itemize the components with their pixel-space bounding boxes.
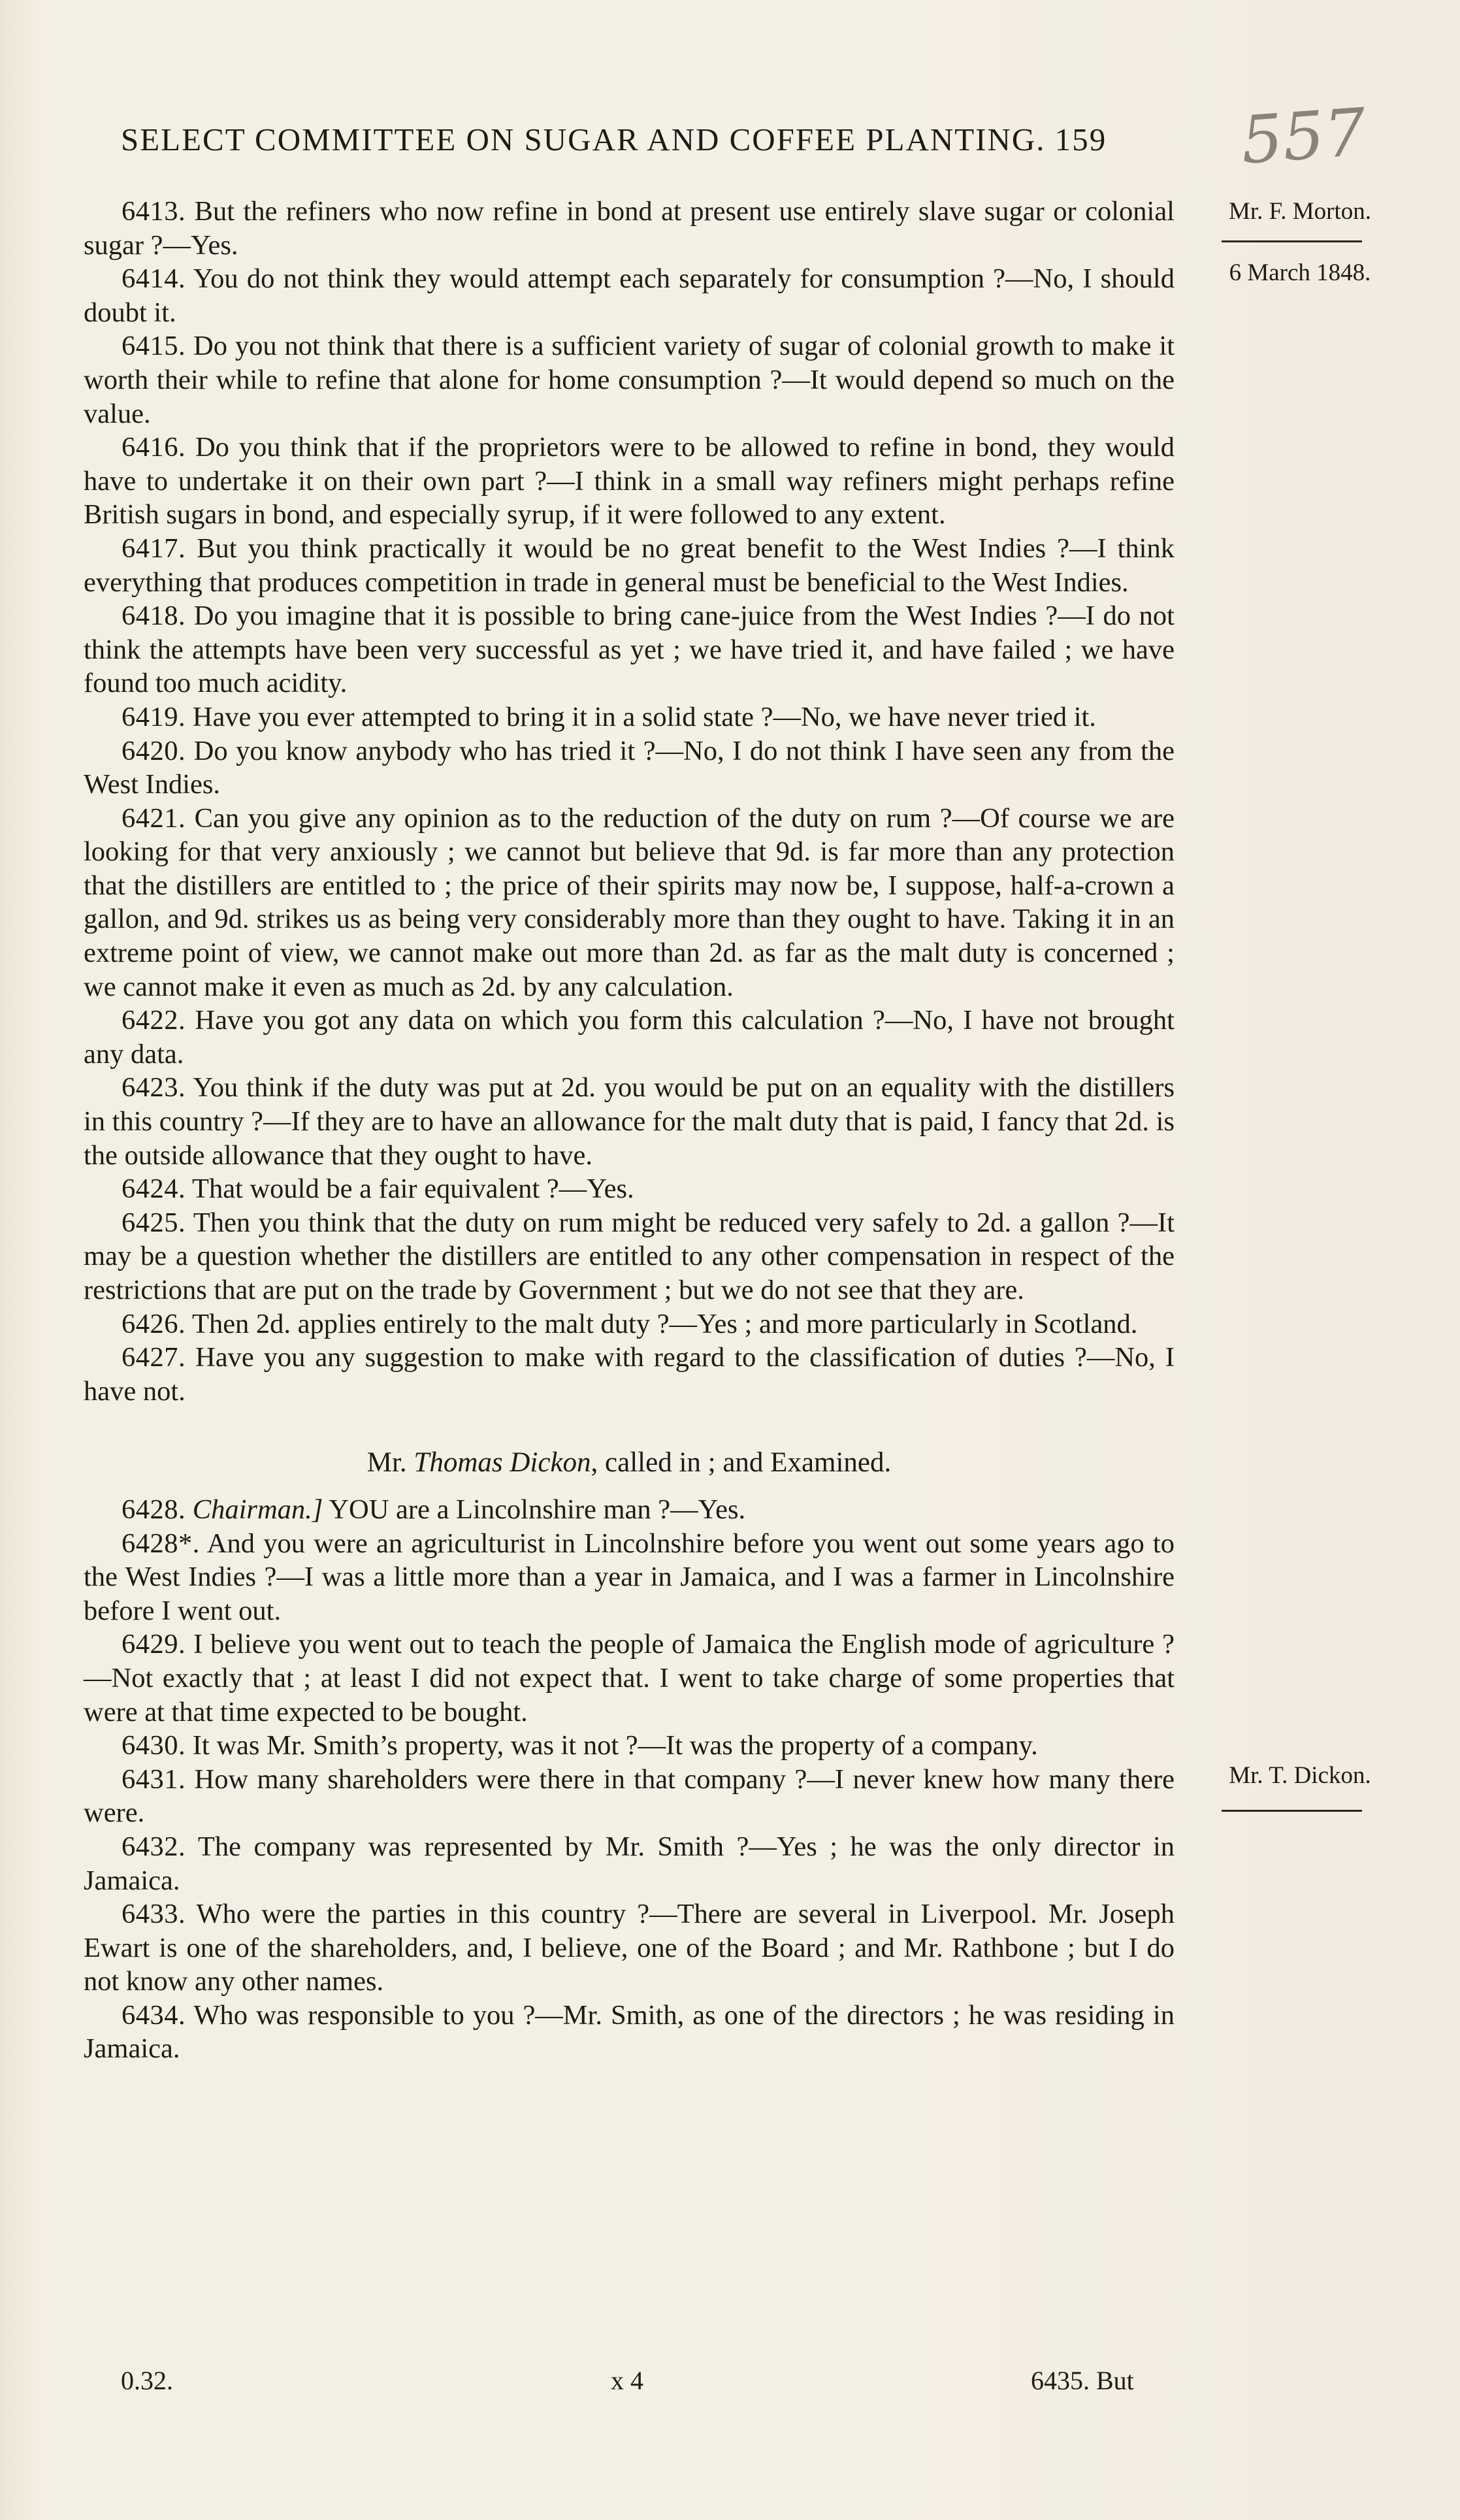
question-number: 6421. (122, 802, 186, 834)
witness-morton-label: Mr. F. Morton. (1228, 198, 1372, 225)
question-text: You do not think they would attempt each separately for consumption ?—No, I should doubt it. (84, 263, 1175, 328)
question-text: Who were the parties in this country ?—There are several in Liverpool. Mr. Joseph Ewart is one of the shareholders, and, I believe, one of the Board ; and Mr. Rathbone ; but I do not know any other names. (84, 1899, 1175, 1997)
question-paragraph (84, 1206, 1175, 1307)
question-paragraph (84, 734, 1175, 802)
question-text: It was Mr. Smith’s property, was it not ?—It was the property of a company. (186, 1730, 1038, 1761)
page-number: 159 (1054, 122, 1107, 157)
question-text: You think if the duty was put at 2d. you would be put on an equality with the distillers in this country ?—If they are to have an allowance for the malt duty that is paid, I fancy that 2d. is the outside allowance that they ought to have. (84, 1072, 1175, 1171)
question-paragraph (84, 532, 1175, 599)
question-text: Do you not think that there is a sufficient variety of sugar of colonial growth to make it worth their while to refine that alone for home consumption ?—It would depend so much on the value. (84, 331, 1175, 429)
question-text: And you were an agriculturist in Lincolnshire before you went out some years ago to the West Indies ?—I was a little more than a year in Jamaica, and I was a farmer in Lincolnshire before I went out. (84, 1528, 1175, 1626)
question-paragraph (84, 1729, 1175, 1763)
question-paragraph (84, 1897, 1175, 1999)
question-number: 6428*. (122, 1528, 200, 1559)
question-text: Then 2d. applies entirely to the malt duty ?—Yes ; and more particularly in Scotland. (186, 1308, 1138, 1339)
footer-catchword: 6435. But (1031, 2366, 1134, 2395)
question-number: 6425. (122, 1207, 186, 1238)
question-text: Who was responsible to you ?—Mr. Smith, as one of the directors ; he was residing in Jamaica. (84, 1999, 1175, 2065)
margin-witness-morton (1212, 197, 1388, 225)
evidence-body (84, 195, 1175, 2066)
question-number: 6415. (122, 331, 186, 362)
question-paragraph (84, 1071, 1175, 1172)
questions-part-1 (84, 195, 1175, 1408)
question-text: Do you know anybody who has tried it ?—No, I do not think I have seen any from the West Indies. (84, 735, 1175, 800)
question-number: 6424. (122, 1173, 186, 1205)
question-text: Do you think that if the proprietors were to be allowed to refine in bond, they would have to undertake it on their own part ?—I think in a small way refiners might perhaps refine British sugars in bond, and especially syrup, if it were followed to any extent. (84, 432, 1175, 531)
question-number: 6418. (122, 600, 186, 632)
question-paragraph (84, 1527, 1175, 1628)
question-paragraph (84, 802, 1175, 1004)
question-text: The company was represented by Mr. Smith ?—Yes ; he was the only director in Jamaica. (84, 1831, 1175, 1896)
question-text: But the refiners who now refine in bond at present use entirely slave sugar or colonial sugar ?—Yes. (84, 196, 1175, 261)
section-heading: Mr. Thomas Dickon, called in ; and Examined. (366, 1447, 892, 1479)
question-number: 6433. (122, 1899, 186, 1930)
questions-part-2 (84, 1493, 1175, 2066)
question-text: How many shareholders were there in that company ?—I never knew how many there were. (84, 1763, 1175, 1829)
question-number: 6430. (122, 1730, 186, 1761)
question-text: Have you got any data on which you form this calculation ?—No, I have not brought any data. (84, 1005, 1175, 1070)
margin-rule-2 (1222, 1810, 1362, 1812)
question-text: I believe you went out to teach the people of Jamaica the English mode of agriculture ?—Not exactly that ; at least I did not expect that. I went to take charge of some properties that were at that time expected to be bought. (84, 1629, 1175, 1727)
question-paragraph (84, 1763, 1175, 1830)
question-paragraph (84, 1628, 1175, 1729)
question-number: 6414. (122, 263, 186, 295)
question-paragraph (84, 329, 1175, 431)
question-paragraph (84, 262, 1175, 329)
witness-name: Thomas Dickon (414, 1447, 591, 1479)
question-number: 6434. (122, 1999, 186, 2031)
question-paragraph (84, 1172, 1175, 1206)
question-text: YOU are a Lincolnshire man ?—Yes. (323, 1494, 746, 1525)
question-paragraph (84, 1999, 1175, 2066)
question-text: That would be a fair equivalent ?—Yes. (186, 1173, 634, 1205)
page-header (121, 121, 1179, 158)
question-paragraph (84, 1341, 1175, 1408)
question-number: 6423. (122, 1072, 186, 1104)
question-paragraph (84, 1307, 1175, 1341)
footer-signature-mark: x 4 (611, 2366, 643, 2395)
question-number: 6426. (122, 1308, 186, 1339)
question-text: Have you any suggestion to make with regard to the classification of duties ?—No, I have not. (84, 1342, 1175, 1407)
question-paragraph (84, 1493, 1175, 1527)
question-number: 6420. (122, 735, 186, 766)
question-number: 6422. (122, 1005, 186, 1036)
question-paragraph (84, 431, 1175, 532)
question-number: 6417. (122, 532, 186, 564)
question-text: Can you give any opinion as to the reduction of the duty on rum ?—Of course we are looking for that very anxiously ; we cannot but believe that 9d. is far more than any protection that the distillers are entitled to ; the price of their spirits may now be, I suppose, half-a-crown a gallon, and 9d. strikes us as being very considerably more than they ought to have. Taking it in an extreme point of view, we cannot make out more than 2d. as far as the malt duty is concerned ; we cannot make it even as much as 2d. by any calculation. (84, 802, 1175, 1002)
question-number: 6431. (122, 1763, 186, 1795)
question-text: But you think practically it would be no great benefit to the West Indies ?—I think everything that produces competition in trade in general must be beneficial to the West Indies. (84, 532, 1175, 598)
question-number: 6427. (122, 1342, 186, 1373)
question-text: Do you imagine that it is possible to bring cane-juice from the West Indies ?—I do not think the attempts have been very successful as yet ; we have tried it, and have failed ; we have found too much acidity. (84, 600, 1175, 699)
margin-rule-1 (1222, 240, 1362, 242)
question-paragraph (84, 195, 1175, 262)
question-paragraph (84, 700, 1175, 734)
header-title: SELECT COMMITTEE ON SUGAR AND COFFEE PLANTING. (121, 122, 1046, 157)
speaker-label: Chairman.] (192, 1494, 323, 1525)
footer-sheet-number: 0.32. (121, 2366, 173, 2395)
question-number: 6419. (122, 701, 186, 732)
question-text: Have you ever attempted to bring it in a solid state ?—No, we have never tried it. (186, 701, 1096, 732)
question-number: 6432. (122, 1831, 186, 1862)
question-text: Then you think that the duty on rum might be reduced very safely to 2d. a gallon ?—It may be a question whether the distillers are entitled to any other compensation in respect of the restrictions that are put on the trade by Government ; but we do not see that they are. (84, 1207, 1175, 1305)
margin-witness-dickon: Mr. T. Dickon. (1229, 1762, 1371, 1789)
question-number: 6413. (122, 196, 186, 227)
question-paragraph (84, 1830, 1175, 1897)
handwritten-folio-number: 557 (1239, 93, 1369, 179)
question-paragraph (84, 1004, 1175, 1071)
question-number: 6428. (122, 1494, 186, 1525)
question-number: 6429. (122, 1629, 186, 1660)
margin-date: 6 March 1848. (1229, 259, 1371, 286)
question-paragraph (84, 599, 1175, 700)
question-number: 6416. (122, 432, 186, 463)
